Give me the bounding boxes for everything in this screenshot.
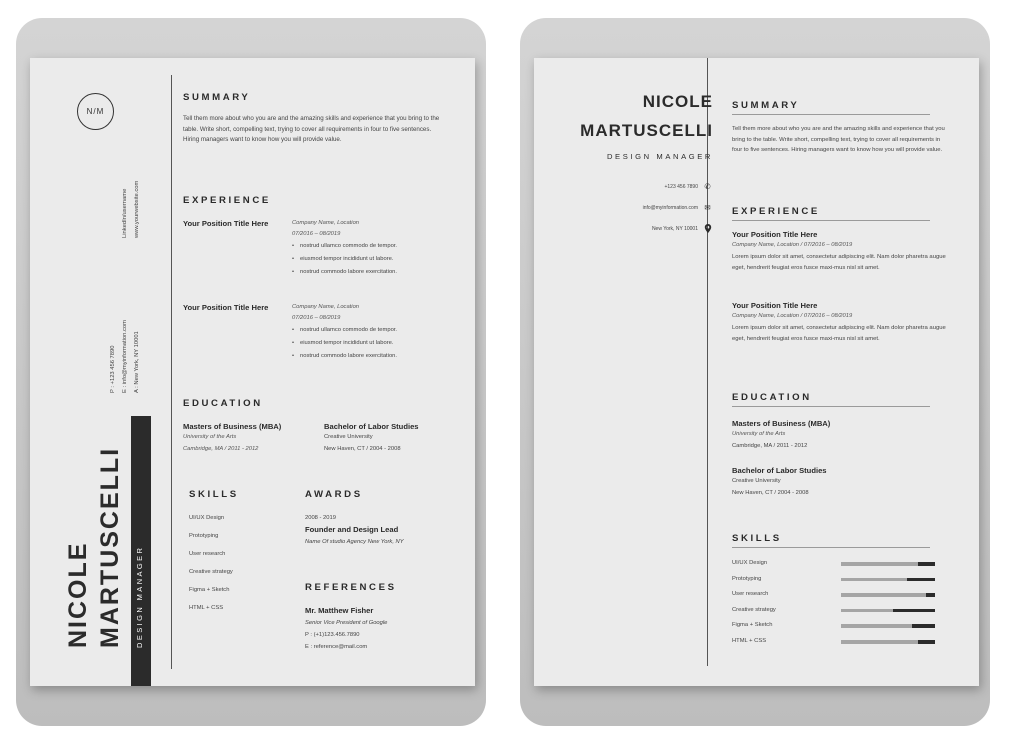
skills-heading: SKILLS	[189, 489, 239, 500]
reference-phone: P : (+1)123.456.7890	[305, 632, 360, 638]
skill-item: HTML + CSS	[189, 605, 224, 611]
skill-label: User research	[732, 591, 769, 598]
monogram-badge: N/M	[77, 93, 114, 130]
school-place: New Haven, CT / 2004 - 2008	[732, 490, 809, 496]
contact-linkedin: LinkedIn/username	[122, 188, 128, 238]
experience-heading: EXPERIENCE	[732, 206, 820, 217]
summary-text: Tell them more about who you are and the amazing skills and experience that you bring to the table. Write short, compelling text, trying to cover all requirements in four to five sentences. Hiring managers want to know how you will provide value.	[732, 126, 945, 153]
resume-page-right	[534, 58, 979, 686]
location-pin-icon	[703, 224, 712, 233]
position-title: Your Position Title Here	[732, 230, 818, 239]
school-name: Creative University	[732, 478, 781, 484]
school-name: University of the Arts	[732, 431, 786, 437]
divider-line	[171, 75, 172, 669]
award-detail: Name Of studio Agency New York, NY	[305, 539, 404, 545]
award-title: Founder and Design Lead	[305, 525, 399, 534]
name-last: MARTUSCELLI	[96, 446, 124, 648]
degree-title: Bachelor of Labor Studies	[732, 466, 827, 475]
position-title: Your Position Title Here	[732, 301, 818, 310]
skill-label: Figma + Sketch	[732, 622, 773, 629]
name-last: MARTUSCELLI	[580, 121, 713, 140]
company-name: Company Name, Location	[292, 220, 360, 226]
job-bullet: • nostrud ullamco commodo de tempor.	[292, 241, 397, 253]
school-place: New Haven, CT / 2004 - 2008	[324, 446, 401, 452]
divider-line	[707, 58, 708, 666]
position-title: Your Position Title Here	[183, 219, 269, 228]
awards-heading: AWARDS	[305, 489, 363, 500]
experience-heading: EXPERIENCE	[183, 195, 271, 206]
school-name: Creative University	[324, 434, 373, 440]
resume-preview-right	[520, 18, 990, 726]
education-heading: EDUCATION	[183, 398, 263, 409]
skill-item: Figma + Sketch	[189, 587, 230, 593]
contact-phone: P : +123 456 7890	[110, 345, 116, 393]
school-place: Cambridge, MA / 2011 - 2012	[183, 446, 259, 452]
skill-item: User research	[189, 551, 226, 557]
job-bullet: • nostrud ullamco commodo de tempor.	[292, 325, 397, 337]
skill-level-bar	[841, 578, 935, 582]
section-rule	[732, 220, 930, 221]
job-description: Lorem ipsum dolor sit amet, consectetur adipiscing elit. Nam dolor pharetra augue eget, hendrerit feugiat eros fusce maxi-mus nisl sit amet.	[732, 254, 946, 271]
job-dates: 07/2016 – 08/2019	[292, 231, 341, 237]
reference-email: E : reference@mail.com	[305, 644, 368, 650]
summary-heading: SUMMARY	[732, 100, 800, 111]
school-name: University of the Arts	[183, 434, 237, 440]
skill-label: Creative strategy	[732, 606, 776, 613]
name-first: NICOLE	[64, 541, 92, 648]
reference-role: Senior Vice President of Google	[305, 620, 388, 626]
skill-level-bar	[841, 609, 935, 613]
skill-item: UI/UX Design	[189, 515, 225, 521]
skill-level-bar	[841, 640, 935, 644]
name-first: NICOLE	[642, 92, 713, 111]
phone-icon: ✆	[704, 182, 711, 191]
skill-item: Creative strategy	[189, 569, 233, 575]
contact-email: E : info@myinformation.com	[122, 320, 128, 393]
job-bullet: • eiusmod tempor incididunt ut labore.	[292, 254, 393, 266]
job-bullet: • nostrud commodo labore exercitation.	[292, 351, 397, 363]
job-description: Lorem ipsum dolor sit amet, consectetur adipiscing elit. Nam dolor pharetra augue eget, hendrerit feugiat eros fusce maxi-mus nisl sit amet.	[732, 325, 946, 342]
skill-level-fill	[893, 609, 935, 613]
skill-label: HTML + CSS	[732, 638, 767, 644]
position-title: Your Position Title Here	[183, 303, 269, 312]
company-name: Company Name, Location	[292, 304, 360, 310]
resume-preview-left	[16, 18, 486, 726]
job-bullet: • eiusmod tempor incididunt ut labore.	[292, 338, 393, 350]
contact-address: New York, NY 10001	[651, 226, 698, 232]
section-rule	[732, 114, 930, 115]
skills-heading: SKILLS	[732, 533, 782, 544]
company-name: Company Name, Location / 07/2016 – 08/2019	[732, 313, 853, 319]
summary-text: Tell them more about who you are and the amazing skills and experience that you bring to the table. Write short, compelling text, trying to cover all requirements in four to five sentences. Hiring managers want to know how you will provide value.	[183, 115, 440, 143]
contact-phone: +123 456 7890	[664, 184, 698, 190]
job-bullet: • nostrud commodo labore exercitation.	[292, 267, 397, 279]
education-heading: EDUCATION	[732, 392, 812, 403]
skill-level-fill	[912, 624, 936, 628]
summary-heading: SUMMARY	[183, 92, 251, 103]
degree-title: Bachelor of Labor Studies	[324, 422, 419, 431]
contact-address: A : New York, NY 10001	[134, 331, 140, 393]
section-rule	[732, 547, 930, 548]
contact-email: info@myinformation.com	[642, 205, 698, 211]
company-name: Company Name, Location / 07/2016 – 08/2019	[732, 242, 853, 248]
contact-website: www.yourwebsite.com	[134, 180, 140, 238]
job-dates: 07/2016 – 08/2019	[292, 315, 341, 321]
award-years: 2008 - 2019	[305, 515, 336, 521]
skill-level-bar	[841, 593, 935, 597]
skill-label: UI/UX Design	[732, 560, 768, 566]
skill-level-bar	[841, 562, 935, 566]
job-role: DESIGN MANAGER	[606, 152, 713, 161]
envelope-icon: ✉	[704, 203, 711, 212]
degree-title: Masters of Business (MBA)	[732, 419, 831, 428]
skill-level-bar	[841, 624, 935, 628]
reference-name: Mr. Matthew Fisher	[305, 606, 374, 615]
skill-level-fill	[918, 640, 935, 644]
resume-page-left	[30, 58, 475, 686]
job-role: DESIGN MANAGER	[135, 545, 144, 648]
degree-title: Masters of Business (MBA)	[183, 422, 282, 431]
references-heading: REFERENCES	[305, 582, 397, 593]
skill-item: Prototyping	[189, 533, 219, 539]
section-rule	[732, 406, 930, 407]
skill-level-fill	[907, 578, 935, 582]
skill-level-fill	[926, 593, 935, 597]
skill-label: Prototyping	[732, 575, 762, 582]
skill-level-fill	[918, 562, 935, 566]
school-place: Cambridge, MA / 2011 - 2012	[732, 443, 808, 449]
